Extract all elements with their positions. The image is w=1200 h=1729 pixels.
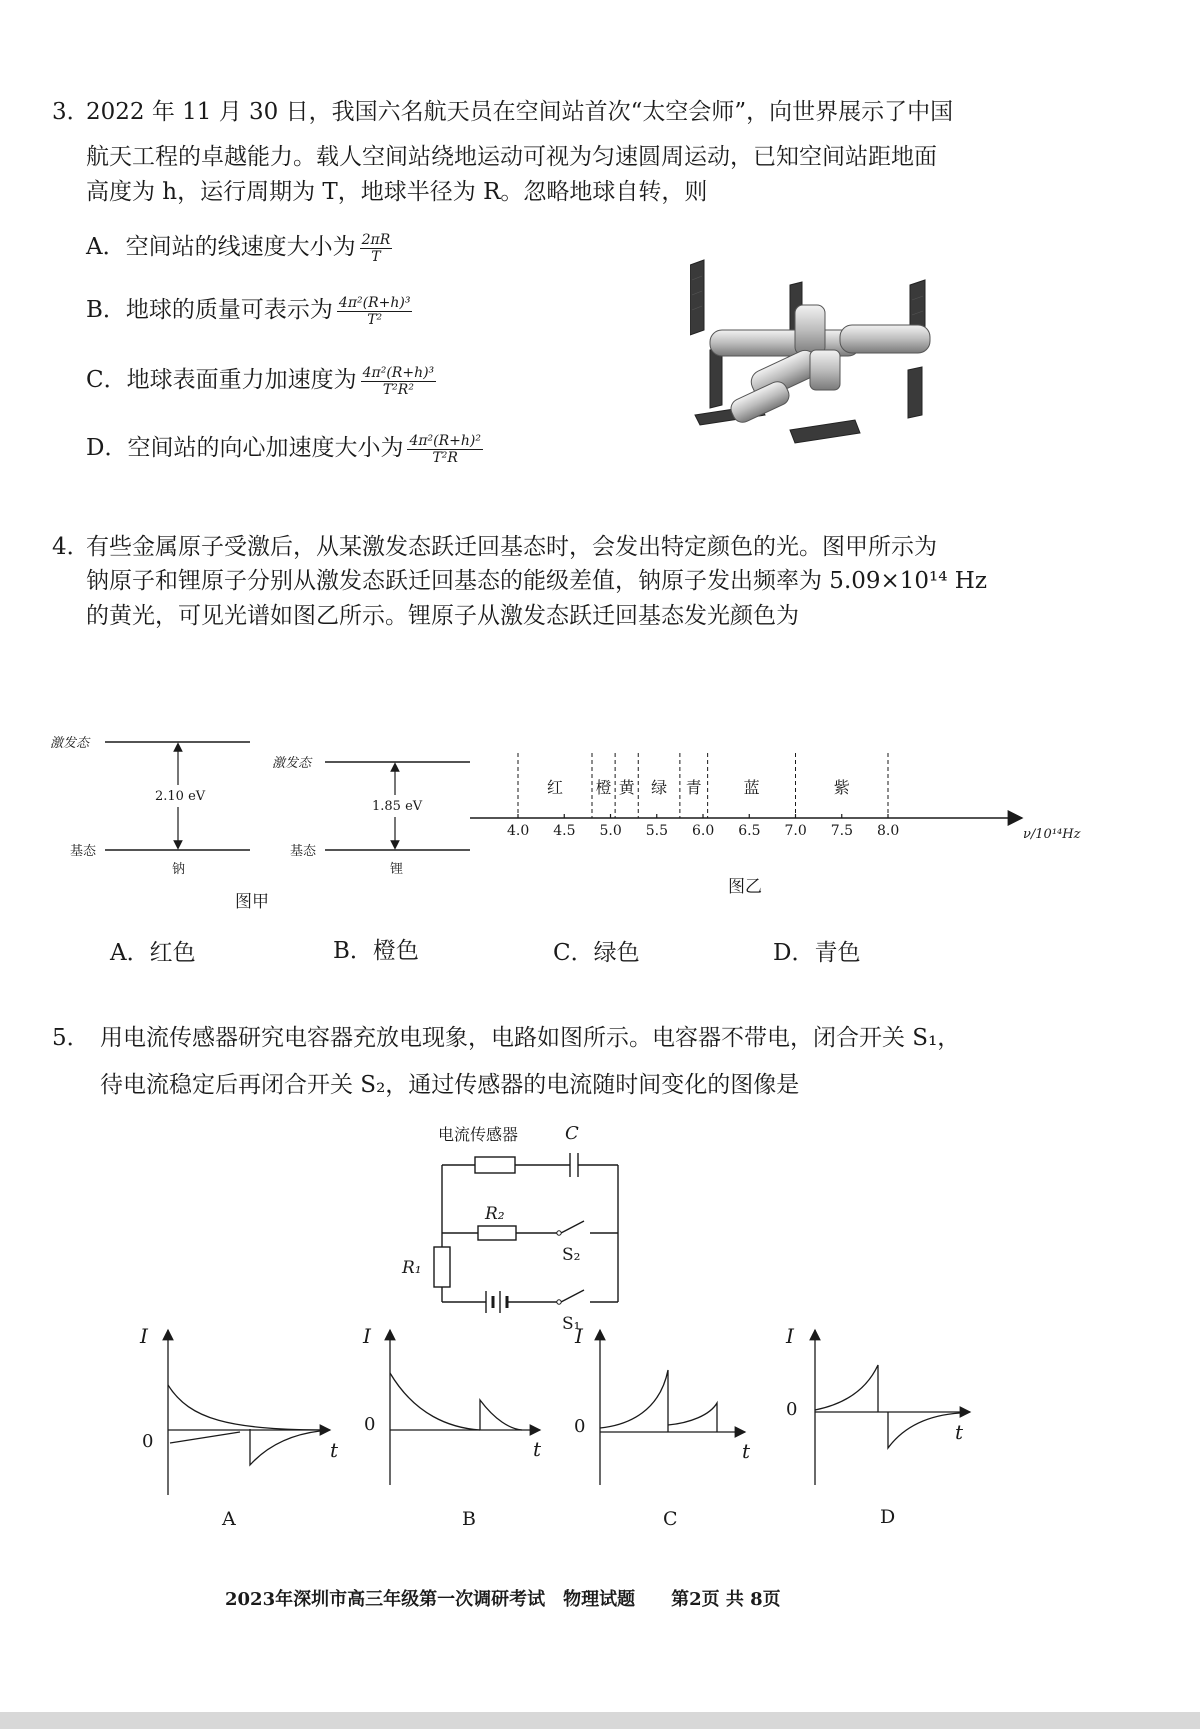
fraction-numerator: 4π²(R+h)³ — [362, 364, 435, 381]
spectrum-tick-label: 4.0 — [507, 823, 530, 839]
spectrum-color-label: 黄 — [618, 778, 635, 797]
frequency-axis-label: ν/10¹⁴Hz — [1023, 827, 1081, 842]
q3-option-d — [86, 429, 483, 466]
r2-label: R₂ — [485, 1204, 505, 1224]
bottom-scan-edge — [0, 1712, 1200, 1729]
fraction — [360, 232, 393, 265]
graph-b-i-label: I — [363, 1325, 371, 1348]
graph-c-label: C — [663, 1508, 678, 1530]
li-ground-label: 基态 — [290, 844, 317, 859]
spectrum-color-label: 红 — [547, 778, 564, 797]
na-label: 钠 — [172, 862, 186, 877]
spectrum-tick-label: 6.5 — [738, 823, 761, 839]
r1-label: R₁ — [402, 1258, 422, 1278]
resistor-r2 — [478, 1226, 516, 1240]
spectrum-tick-label: 6.0 — [692, 823, 715, 839]
graph-c-zero: 0 — [574, 1416, 586, 1437]
visible-spectrum-diagram — [470, 745, 1100, 905]
fraction-numerator: 4π²(R+h)² — [409, 432, 481, 449]
graph-a-t-label: t — [330, 1438, 339, 1462]
fraction — [337, 295, 413, 328]
spectrum-color-label: 橙 — [595, 778, 612, 797]
page-footer: 2023年深圳市高三年级第一次调研考试 物理试题 第2页 共 8页 — [225, 1589, 781, 1610]
q3-line-2: 航天工程的卓越能力。载人空间站绕地运动可视为匀速圆周运动，已知空间站距地面 — [86, 144, 937, 170]
circuit-diagram — [400, 1115, 640, 1335]
spectrum-color-label: 蓝 — [743, 778, 760, 797]
switch-s1 — [561, 1290, 584, 1302]
option-label: B．地球的质量可表示为 — [86, 297, 333, 323]
spectrum-tick-label: 5.0 — [599, 823, 622, 839]
s1-label: S₁ — [562, 1314, 581, 1334]
li-label: 锂 — [390, 862, 404, 877]
fig-jia-caption: 图甲 — [235, 892, 269, 912]
option-label: C．地球表面重力加速度为 — [86, 367, 357, 393]
space-station-illustration — [690, 255, 950, 455]
graph-a — [168, 1330, 330, 1495]
q4-option-b: B．橙色 — [333, 938, 419, 964]
resistor-r1 — [434, 1247, 450, 1287]
fraction-numerator: 2πR — [361, 231, 391, 248]
switch-s2 — [561, 1221, 584, 1233]
graph-d-label: D — [880, 1506, 896, 1528]
fraction-numerator: 4π²(R+h)³ — [338, 294, 411, 311]
q3-option-a — [86, 228, 392, 265]
spectrum-color-label: 绿 — [651, 778, 668, 797]
graph-d-t-label: t — [955, 1420, 964, 1444]
fraction — [407, 433, 483, 466]
current-sensor-label: 电流传感器 — [438, 1125, 519, 1144]
current-time-graphs — [120, 1325, 1000, 1540]
na-excited-label: 激发态 — [50, 736, 90, 751]
q3-number: 3． — [52, 99, 90, 125]
q3-option-c — [86, 361, 436, 398]
spectrum-color-label: 青 — [685, 778, 702, 797]
capacitor-label: C — [565, 1123, 579, 1144]
q4-line-1: 有些金属原子受激后，从某激发态跃迁回基态时，会发出特定颜色的光。图甲所示为 — [86, 534, 937, 560]
q4-number: 4． — [52, 534, 90, 560]
graph-a-zero: 0 — [142, 1431, 154, 1452]
graph-b-label: B — [462, 1508, 476, 1530]
na-ground-label: 基态 — [70, 844, 97, 859]
graph-c-i-label: I — [575, 1325, 583, 1348]
q4-line-2: 钠原子和锂原子分别从激发态跃迁回基态的能级差值，钠原子发出频率为 5.09×10¹⁴ Hz — [86, 568, 987, 594]
fraction-denominator: T² — [367, 311, 383, 328]
q4-option-a: A．红色 — [110, 940, 196, 966]
q5-number: 5． — [52, 1025, 90, 1051]
li-excited-label: 激发态 — [272, 756, 312, 771]
graph-b-zero: 0 — [364, 1414, 376, 1435]
graph-d — [815, 1330, 970, 1485]
option-label: A．空间站的线速度大小为 — [86, 234, 356, 260]
graph-b — [390, 1330, 540, 1485]
fig-yi-caption: 图乙 — [728, 877, 762, 897]
current-sensor — [475, 1157, 515, 1173]
graph-a-label: A — [222, 1508, 236, 1530]
fraction-denominator: T — [371, 248, 381, 265]
spectrum-tick-label: 8.0 — [877, 823, 900, 839]
li-gap-label: 1.85 eV — [372, 799, 423, 814]
q4-option-d: D．青色 — [773, 940, 861, 966]
spectrum-tick-label: 7.5 — [830, 823, 854, 839]
energy-level-diagram — [40, 725, 480, 915]
s2-label: S₂ — [562, 1245, 581, 1265]
spectrum-tick-label: 7.0 — [784, 823, 807, 839]
q5-line-2: 待电流稳定后再闭合开关 S₂，通过传感器的电流随时间变化的图像是 — [100, 1072, 800, 1098]
spectrum-tick-label: 4.5 — [553, 823, 576, 839]
fraction — [361, 365, 437, 398]
graph-c-t-label: t — [742, 1439, 751, 1463]
spectrum-color-label: 紫 — [833, 778, 850, 797]
fraction-denominator: T²R — [432, 449, 458, 466]
graph-a-i-label: I — [140, 1325, 148, 1348]
graph-d-zero: 0 — [786, 1399, 798, 1420]
graph-c — [600, 1330, 745, 1485]
q5-line-1: 用电流传感器研究电容器充放电现象，电路如图所示。电容器不带电，闭合开关 S₁， — [100, 1025, 961, 1051]
graph-b-t-label: t — [533, 1437, 542, 1461]
q4-option-c: C．绿色 — [553, 940, 640, 966]
spectrum-tick-label: 5.5 — [645, 823, 669, 839]
q4-line-3: 的黄光，可见光谱如图乙所示。锂原子从激发态跃迁回基态发光颜色为 — [86, 603, 799, 629]
q3-option-b — [86, 291, 412, 328]
graph-d-i-label: I — [786, 1325, 794, 1348]
option-label: D．空间站的向心加速度大小为 — [86, 435, 404, 461]
na-gap-label: 2.10 eV — [155, 789, 206, 804]
fraction-denominator: T²R² — [382, 381, 414, 398]
q3-line-1: 2022 年 11 月 30 日，我国六名航天员在空间站首次“太空会师”，向世界展示了中国 — [86, 99, 954, 125]
q3-line-3: 高度为 h，运行周期为 T，地球半径为 R。忽略地球自转，则 — [86, 179, 708, 205]
